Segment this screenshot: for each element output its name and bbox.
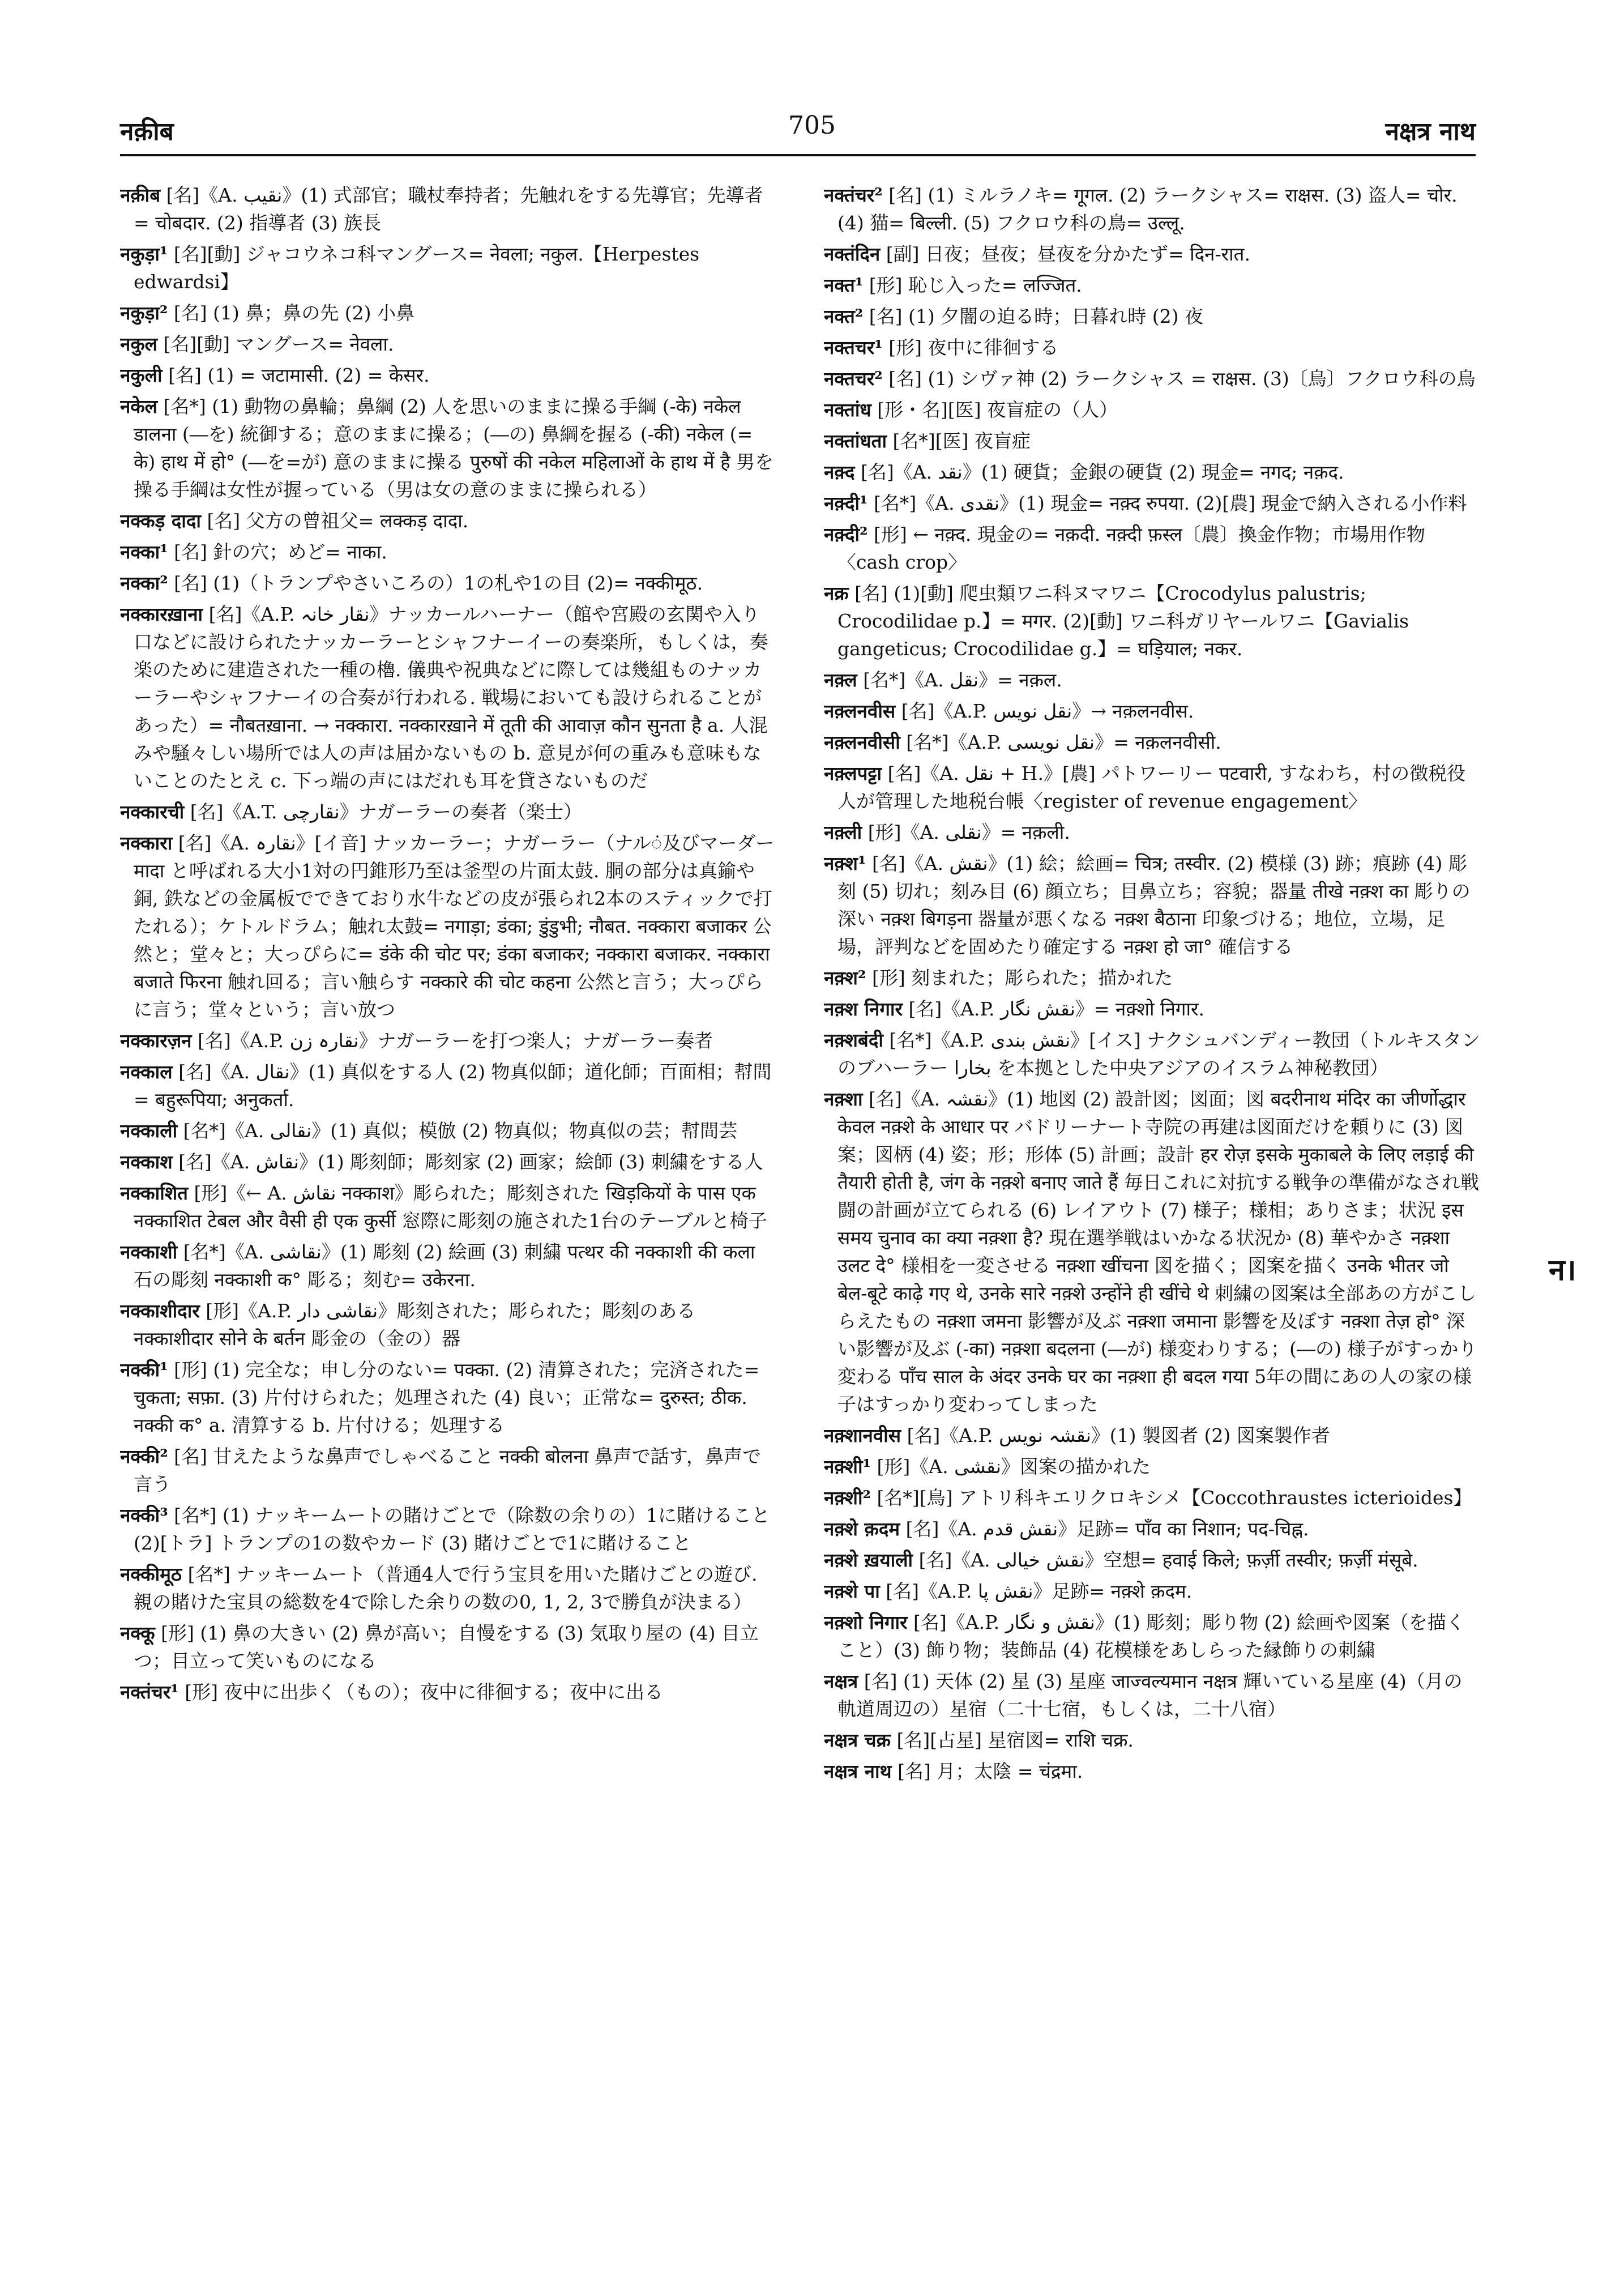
entry-headword: नक्तांधता (824, 430, 887, 452)
entry-definition: [名] 父方の曾祖父= लक्कड़ दादा. (207, 510, 469, 532)
entry-definition: [名*]《A. نقاشی》(1) 彫刻 (2) 絵画 (3) 刺繍 पत्थर की नक्काशी की कला 石の彫刻 नक्काशी क° 彫る；刻む= उकेरना. (134, 1241, 755, 1291)
dictionary-entry (824, 181, 1481, 237)
entry-headword: नक्कारज़न (120, 1030, 192, 1052)
dictionary-entry (824, 1757, 1481, 1785)
entry-definition: [名] 甘えたような鼻声でしゃべること नक्की बोलना 鼻声で話す，鼻声で言う (134, 1445, 762, 1495)
entry-headword: नक़्शे पा (824, 1580, 880, 1602)
dictionary-entry (824, 302, 1481, 330)
entry-definition: [名*] (1) 動物の鼻輪；鼻綱 (2) 人を思いのままに操る手綱 (-के) नकेल डालना (―を) 統御する；意のままに操る；(―の) 鼻綱を握る (-की) नकेल (= के) हाथ में हो° (―を=が) 意のままに操る पुरुषों की नकेल महिलाओं के हाथ में है 男を操る手綱は女性が握っている（男は女の意のままに操られる） (134, 395, 774, 501)
dictionary-entry (120, 299, 777, 327)
entry-headword: नक्काल (120, 1061, 173, 1083)
entry-headword: नकुड़ा² (120, 302, 168, 324)
dictionary-entry (824, 520, 1481, 576)
dictionary-entry (120, 1058, 777, 1113)
entry-headword: नक्कारची (120, 801, 185, 823)
entry-definition: [形] ← नक़्द. 現金の= नक़दी. नक़्दी फ़स्ल〔農〕換金作物；市場用作物〈cash crop〉 (837, 523, 1425, 573)
dictionary-entry (824, 1726, 1481, 1754)
left-running-head: नक़ीब (120, 117, 174, 146)
dictionary-entry (824, 1667, 1481, 1723)
dictionary-entry (120, 1238, 777, 1294)
entry-headword: नकुड़ा¹ (120, 243, 168, 265)
entry-definition: [形] 夜中に出歩く（もの）；夜中に徘徊する；夜中に出る (185, 1681, 663, 1703)
dictionary-entry (824, 1085, 1481, 1418)
entry-definition: [名][動] ジャコウネコ科マングース= नेवला; नकुल.【Herpestes edwardsi】 (134, 243, 700, 293)
entry-definition: [副] 日夜；昼夜；昼夜を分かたず= दिन-रात. (886, 243, 1250, 265)
dictionary-entry (120, 798, 777, 826)
entry-definition: [名*]《A.P. نقل نویسی》= नक़लनवीसी. (906, 731, 1221, 753)
entry-headword: नक्का² (120, 572, 168, 594)
dictionary-entry (824, 1422, 1481, 1449)
entry-definition: [名*][鳥] アトリ科キエリクロキシメ【Coccothraustes icterioides】 (877, 1487, 1472, 1509)
entry-headword: नक्त² (824, 305, 864, 327)
dictionary-entry (120, 1356, 777, 1439)
entry-headword: नक्की² (120, 1445, 168, 1467)
dictionary-entry (824, 1453, 1481, 1480)
dictionary-entry (120, 1501, 777, 1557)
entry-headword: नक्कारख़ाना (120, 603, 203, 625)
dictionary-entry (120, 240, 777, 296)
entry-headword: नक़्शो निगार (824, 1611, 908, 1633)
dictionary-entry (120, 1442, 777, 1498)
entry-headword: नक़्दी² (824, 523, 868, 545)
dictionary-entry (120, 538, 777, 566)
entry-definition: [名] (1) シヴァ神 (2) ラークシャス = राक्षस. (3)〔鳥〕フクロウ科の鳥 (888, 368, 1476, 390)
dictionary-entry (120, 392, 777, 503)
dictionary-entry (120, 361, 777, 389)
entry-headword: नकुली (120, 364, 163, 386)
entry-headword: नक्काश (120, 1151, 173, 1173)
header-rule (120, 154, 1476, 156)
entry-definition: [名]《A. نقارہ》[イ音] ナッカーラー；ナガーラー（ナルं及びマーダー मादा と呼ばれる大小1対の円錐形乃至は釜型の片面太鼓. 胴の部分は真鍮や銅, 鉄などの金属板でできており水牛などの皮が張られ2本のスティックで打たれる）；ケトルドラム；触れ太鼓= नगाड़ा; डंका; डुंडुभी; नौबत. नक्कारा बजाकर 公然と；堂々と；大っぴらに= डंके की चोट पर; डंका बजाकर; नक्कारा बजाकर. नक्कारा बजाते फिरना 触れ回る；言い触らす नक्कारे की चोट कहना 公然と言う；大っぴらに言う；堂々という；言い放つ (134, 832, 775, 1021)
entry-headword: नक्की¹ (120, 1359, 168, 1381)
entry-definition: [名] (1) = जटामासी. (2) = केसर. (168, 364, 430, 386)
entry-headword: नक़्दी¹ (824, 492, 868, 514)
entry-definition: [名] 針の穴；めど= नाका. (174, 541, 387, 563)
entry-headword: नक्षत्र चक्र (824, 1729, 891, 1751)
entry-headword: नक़्शानवीस (824, 1424, 901, 1446)
entry-definition: [名*]《A. نقدی》(1) 現金= नक़्द रुपया. (2)[農] 現金で納入される小作料 (873, 492, 1467, 514)
dictionary-entry (824, 728, 1481, 756)
dictionary-entry (824, 240, 1481, 268)
entry-definition: [名] 月；太陰 = चंद्रमा. (898, 1760, 1083, 1782)
entry-headword: नक़्द (824, 461, 855, 483)
entry-definition: [名]《A.P. نقش نگار》= नक़्शो निगार. (908, 998, 1205, 1020)
dictionary-entry (824, 396, 1481, 424)
entry-headword: नक़ीब (120, 184, 161, 206)
entry-headword: नक़्शा (824, 1088, 863, 1110)
entry-headword: नक़्लनवीस (824, 700, 896, 722)
dictionary-entry (120, 181, 777, 237)
entry-definition: [名]《A. نقش قدم》足跡= पाँव का निशान; पद-चिह्न. (905, 1518, 1309, 1540)
dictionary-entry (824, 1515, 1481, 1543)
entry-definition: [名]《A. نقل + H.》[農] パトワーリー पटवारी, すなわち，村の徴税役人が管理した地税台帳〈register of revenue engagement〉 (837, 762, 1466, 812)
entry-definition: [名*]《A.P. نقش بندی》[イス] ナクシュバンディー教団（トルキスタンのブハーラー بخارا を本拠とした中央アジアのイスラム神秘教団） (837, 1029, 1480, 1079)
entry-definition: [形]《A.P. نقاشی دار》彫刻された；彫られた；彫刻のある नक्काशीदार सोने के बर्तन 彫金の（金の）器 (134, 1300, 696, 1350)
dictionary-entry (824, 759, 1481, 815)
entry-headword: नक़्शे क़दम (824, 1518, 900, 1540)
entry-definition: [名]《A.P. نقشہ نویس》(1) 製図者 (2) 図案製作者 (907, 1424, 1330, 1446)
entry-headword: नक्षत्र नाथ (824, 1760, 892, 1782)
entry-headword: नक़्शी² (824, 1487, 871, 1509)
page-header (0, 0, 1624, 164)
dictionary-entry (824, 458, 1481, 486)
entry-headword: नक्षत्र (824, 1670, 858, 1692)
entry-definition: [形・名][医] 夜盲症の（人） (877, 399, 1118, 421)
entry-headword: नक्र (824, 582, 849, 604)
entry-headword: नक़्लपट्टा (824, 762, 882, 784)
entry-definition: [名]《A.T. نقارچی》ナガーラーの奏者（楽士） (190, 801, 583, 823)
dictionary-entry (824, 1546, 1481, 1574)
dictionary-entry (120, 1148, 777, 1176)
dictionary-entry (824, 1577, 1481, 1605)
entry-headword: नक़्श निगार (824, 998, 903, 1020)
dictionary-entry (824, 818, 1481, 846)
right-column (824, 181, 1481, 2243)
entry-definition: [名*]《A. نقل》= नक़ल. (863, 669, 1062, 691)
entry-definition: [名] (1)[動] 爬虫類ワニ科ヌマワニ【Crocodylus palustris; Crocodilidae p.】= मगर. (2)[動] ワニ科ガリヤールワニ【Gavialis gangeticus; Crocodilidae g.】= घड़ियाल; नकर. (837, 582, 1409, 660)
entry-definition: [名]《A. نقد》(1) 硬貨；金銀の硬貨 (2) 現金= नगद; नक़द. (860, 461, 1344, 483)
entry-definition: [形] (1) 鼻の大きい (2) 鼻が高い；自慢をする (3) 気取り屋の (4) 目立つ；目立って笑いものになる (134, 1622, 759, 1672)
entry-definition: [名] (1) 天体 (2) 星 (3) 星座 जाज्वल्यमान नक्षत्र 輝いている星座 (4)（月の軌道周辺の）星宿（二十七宿，もしくは，二十八宿） (837, 1670, 1463, 1720)
dictionary-entry (120, 829, 777, 1023)
entry-definition: [名][動] マングース= नेवला. (163, 333, 394, 355)
entry-definition: [名] (1) 夕闇の迫る時；日暮れ時 (2) 夜 (869, 305, 1203, 327)
entry-headword: नक्त¹ (824, 274, 864, 296)
entry-headword: नक़्शी¹ (824, 1456, 871, 1478)
entry-definition: [形] 刻まれた；彫られた；描かれた (871, 967, 1173, 989)
entry-definition: [名*] (1) ナッキームートの賭けごとで（除数の余りの）1に賭けること (2)[トラ] トランプの1の数やカード (3) 賭けごとで1に賭けること (134, 1504, 770, 1554)
entry-headword: नक्काशित (120, 1182, 188, 1204)
dictionary-entry (824, 271, 1481, 299)
dictionary-entry (824, 995, 1481, 1023)
entry-definition: [名]《A.P. نقش پا》足跡= नक़्शे क़दम. (886, 1580, 1193, 1602)
entry-definition: [名]《A. نقیب》(1) 式部官；職杖奉持者；先触れをする先導官；先導者= चोबदार. (2) 指導者 (3) 族長 (134, 184, 763, 234)
entry-headword: नक्का¹ (120, 541, 168, 563)
left-column (120, 181, 777, 2243)
entry-definition: [名] (1) ミルラノキ= गूगल. (2) ラークシャス= राक्षस. (3) 盗人= चोर. (4) 猫= बिल्ली. (5) フクロウ科の鳥= उल्लू. (837, 184, 1458, 234)
entry-headword: नक्कीमूठ (120, 1563, 182, 1585)
entry-definition: [名]《A.P. نقل نویس》→ नक़लनवीस. (901, 700, 1194, 722)
entry-headword: नक्काशीदार (120, 1300, 200, 1322)
entry-headword: नक्तंचर¹ (120, 1681, 179, 1703)
thumb-index-mark: न। (1549, 1253, 1576, 1287)
dictionary-entry (824, 489, 1481, 517)
entry-headword: नक्काली (120, 1120, 178, 1142)
entry-definition: [名]《A.P. نقار خانہ》ナッカールハーナー（館や宮殿の玄関や入り口などに設けられたナッカーラーとシャフナーイーの奏楽所，もしくは，奏楽のために建造された一種の櫓. 儀典や祝典などに際しては幾組ものナッカーラーやシャフナーイの合奏が行われる. 戦場においても設けられることがあった）= नौबतख़ाना. → नक्कारा. नक्कारख़ाने में तूती की आवाज़ कौन सुनता है a. 人混みや騒々しい場所では人の声は届かないもの b. 意見が何の重みも意味もないことのたとえ c. 下っ端の声にはだれも耳を貸さないものだ (134, 603, 768, 792)
entry-headword: नक्तंचर² (824, 184, 883, 206)
entry-definition: [形] 夜中に徘徊する (888, 336, 1059, 358)
entry-headword: नक्तांध (824, 399, 871, 421)
entry-definition: [名]《A. نقشہ》(1) 地図 (2) 設計図；図面；図 बदरीनाथ मंदिर का जीर्णोद्धार केवल नक़्शे के आधार पर バドリーナート寺院の再建は図面だけを頼りに (3) 図案；図柄 (4) 姿；形；形体 (5) 計画；設計 हर रोज़ इसके मुकाबले के लिए लड़ाई की तैयारी होती है, जंग के नक़्शे बनाए जाते हैं 毎日これに対抗する戦争の準備がなされ戦闘の計画が立てられる (6) レイアウト (7) 様子；様相；ありさま；状況 इस समय चुनाव का क्या नक़्शा है? 現在選挙戦はいかなる状況か (8) 華やかさ नक़्शा उलट दे° 様相を一変させる नक़्शा खींचना 図を描く；図案を描く उनके भीतर जो बेल-बूटे काढ़े गए थे, उनके सारे नक़्शे उन्होंने ही खींचे थे 刺繍の図案は全部あの方がこしらえたもの नक़्शा जमना 影響が及ぶ नक़्शा जमाना 影響を及ぼす नक़्शा तेज़ हो° 深い影響が及ぶ (-का) नक़्शा बदलना (―が) 様変わりする；(―の) 様子がすっかり変わる पाँच साल के अंदर उनके घर का नक़्शा ही बदल गया 5年の間にあの人の家の様子はすっかり変わってしまった (837, 1088, 1480, 1415)
entry-definition: [名]《A.P. نقش و نگار》(1) 彫刻；彫り物 (2) 絵画や図案（を描くこと）(3) 飾り物；装飾品 (4) 花模様をあしらった縁飾りの刺繍 (837, 1611, 1465, 1661)
right-running-head: नक्षत्र नाथ (1385, 117, 1476, 146)
dictionary-entry (120, 600, 777, 795)
entry-headword: नक़्श² (824, 967, 866, 989)
dictionary-entry (824, 666, 1481, 694)
entry-headword: नक्कारा (120, 832, 173, 854)
dictionary-entry (120, 1560, 777, 1616)
entry-headword: नकुल (120, 333, 158, 355)
entry-headword: नक़्श¹ (824, 852, 866, 874)
entry-definition: [形]《A. نقلی》= नक़ली. (867, 821, 1070, 843)
entry-headword: नक्की³ (120, 1504, 168, 1526)
entry-definition: [名]《A.P. نقارہ زن》ナガーラーを打つ楽人；ナガーラー奏者 (198, 1030, 713, 1052)
entry-definition: [名]《A. نقاش》(1) 彫刻師；彫刻家 (2) 画家；絵師 (3) 刺繍をする人 (178, 1151, 763, 1173)
dictionary-entry (824, 365, 1481, 392)
dictionary-entry (824, 964, 1481, 992)
dictionary-entry (824, 427, 1481, 455)
dictionary-entry (824, 579, 1481, 663)
entry-definition: [名*]《A. نقالی》(1) 真似；模倣 (2) 物真似；物真似の芸；幇間芸 (183, 1120, 738, 1142)
dictionary-entry (120, 1297, 777, 1352)
entry-definition: [名*] ナッキームート（普通4人で行う宝貝を用いた賭けごとの遊び. 親の賭けた宝貝の総数を4で除した余りの数の0, 1, 2, 3で勝負が決まる） (134, 1563, 758, 1613)
entry-headword: नक़्शे ख़याली (824, 1549, 913, 1571)
dictionary-entry (120, 1117, 777, 1145)
dictionary-entry (120, 1678, 777, 1706)
entry-headword: नक्तचर¹ (824, 336, 883, 358)
entry-headword: नक्काशी (120, 1241, 178, 1263)
dictionary-entry (120, 569, 777, 597)
entry-headword: नक्कड़ दादा (120, 510, 201, 532)
dictionary-entry (120, 507, 777, 535)
dictionary-entry (824, 334, 1481, 361)
entry-headword: नक्तचर² (824, 368, 883, 390)
entry-headword: नकेल (120, 395, 158, 417)
dictionary-entry (824, 850, 1481, 961)
entry-definition: [名][占星] 星宿図= राशि चक्र. (896, 1729, 1134, 1751)
entry-definition: [名]《A. نقش》(1) 絵；絵画= चित्र; तस्वीर. (2) 模様 (3) 跡；痕跡 (4) 彫刻 (5) 切れ；刻み目 (6) 顔立ち；目鼻立ち；容貌；器量 तीखे नक़्श का 彫りの深い नक़्श बिगड़ना 器量が悪くなる नक़्श बैठाना 印象づける；地位，立場，足場，評判などを固めたり確定する नक़्श हो जा° 確信する (837, 852, 1471, 958)
page-number: 705 (788, 111, 836, 140)
entry-headword: नक़्ल (824, 669, 857, 691)
dictionary-entry (824, 1484, 1481, 1512)
entry-definition: [名]《A. نقش خیالی》空想= हवाई किले; फ़र्ज़ी तस्वीर; फ़र्ज़ी मंसूबे. (918, 1549, 1418, 1571)
dictionary-entry (824, 1608, 1481, 1664)
entry-definition: [形]《← A. نقاش नक्काश》彫られた；彫刻された खिड़कियों के पास एक नक्काशित टेबल और वैसी ही एक कुर्सी 窓際に彫刻の施された1台のテーブルと椅子 (134, 1182, 767, 1232)
dictionary-entry (824, 697, 1481, 725)
dictionary-entry (120, 1619, 777, 1675)
entry-headword: नक्कू (120, 1622, 155, 1644)
entry-headword: नक़्लनवीसी (824, 731, 900, 753)
entry-headword: नक़्ली (824, 821, 862, 843)
entry-definition: [名] (1) 鼻；鼻の先 (2) 小鼻 (173, 302, 415, 324)
entry-definition: [形] (1) 完全な；申し分のない= पक्का. (2) 清算された；完済された= चुकता; सफ़ा. (3) 片付けられた；処理された (4) 良い；正常な= दुरुस्त; ठीक. नक्की क° a. 清算する b. 片付ける；処理する (134, 1359, 760, 1436)
entry-definition: [名]《A. نقال》(1) 真似をする人 (2) 物真似師；道化師；百面相；幇間= बहुरूपिया; अनुकर्ता. (134, 1061, 772, 1111)
dictionary-entry (120, 1027, 777, 1055)
entry-definition: [名] (1)（トランプやさいころの）1の札や1の目 (2)= नक्कीमूठ. (174, 572, 703, 594)
dictionary-entry (824, 1026, 1481, 1082)
dictionary-entry (120, 330, 777, 358)
entry-headword: नक़्शबंदी (824, 1029, 883, 1051)
dictionary-entry (120, 1179, 777, 1235)
entry-definition: [名*][医] 夜盲症 (892, 430, 1031, 452)
entry-definition: [形] 恥じ入った= लज्जित. (869, 274, 1082, 296)
entry-definition: [形]《A. نقشی》図案の描かれた (877, 1456, 1151, 1478)
entry-headword: नक्तंदिन (824, 243, 881, 265)
